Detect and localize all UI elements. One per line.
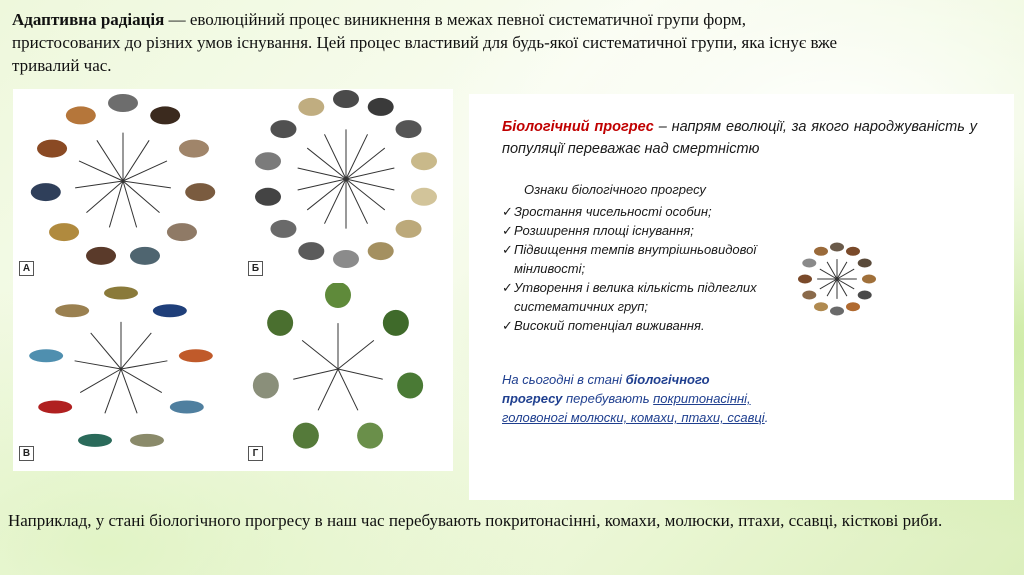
intro-paragraph [12, 8, 842, 77]
intro-definition: — еволюційний процес виникнення в межах певної систематичної групи форм, пристосованих до різних умов існування. Цей процес властивий для будь-якої систематичної групи, яка існує вже тривалий час. [12, 10, 838, 75]
radiation-line [302, 340, 338, 369]
walrus-icon [802, 259, 816, 268]
elephant-icon [108, 94, 138, 112]
sign-text: Зростання чисельності особин; [514, 204, 712, 219]
cichlid-9-icon [55, 304, 89, 317]
horse-icon [37, 140, 67, 158]
finch-3-icon [396, 120, 422, 138]
whale-icon [31, 183, 61, 201]
cichlid-1-icon [104, 287, 138, 300]
check-icon: ✓ [502, 204, 513, 219]
quadrant-finches [238, 89, 458, 280]
plant-1-icon [325, 283, 351, 308]
plant-3-icon [397, 372, 423, 398]
today-mid: перебувають [562, 391, 654, 406]
radiation-line [324, 134, 346, 179]
radiation-line [91, 333, 121, 369]
hedgehog-icon [185, 183, 215, 201]
mole-icon [858, 291, 872, 300]
today-bold: біологічного прогресу [502, 372, 710, 406]
deer-icon [66, 106, 96, 124]
plant-7-icon [267, 310, 293, 336]
camel-icon [814, 302, 828, 311]
sign-text: Утворення і велика кількість підлеглих систематичних груп; [514, 280, 757, 314]
radiation-line [123, 181, 137, 227]
finch-2-icon [368, 98, 394, 116]
cichlid-7-icon [38, 401, 72, 414]
mouse-icon [167, 223, 197, 241]
radiation-line [293, 369, 338, 379]
cichlid-2-icon [153, 304, 187, 317]
example-paragraph: Наприклад, у стані біологічного прогресу в наш час перебувають покритонасінні, комахи, молюски, птахи, ссавці, кісткові риби. [8, 511, 943, 530]
radiation-line [346, 134, 368, 179]
radiation-line [324, 179, 346, 224]
radiation-line [80, 369, 121, 393]
kangaroo-icon [862, 275, 876, 284]
finch-5-icon [411, 188, 437, 206]
sloth-icon [802, 291, 816, 300]
cichlid-8-icon [29, 349, 63, 362]
pangolin-icon [858, 259, 872, 268]
sign-item [502, 221, 762, 240]
quadrant-label-b: Б [248, 261, 263, 276]
anteater-icon [830, 307, 844, 316]
today-end: . [764, 410, 769, 425]
quadrant-fishes [13, 283, 233, 474]
quadrant-plants [238, 283, 458, 474]
finch-7-icon [368, 242, 394, 260]
radiation-line [121, 333, 151, 369]
cichlid-3-icon [179, 349, 213, 362]
lemur-icon [814, 247, 828, 256]
progress-signs-list [502, 180, 762, 335]
quadrant-label-d: Г [248, 446, 263, 461]
bear-icon [798, 275, 812, 284]
radiation-line [121, 369, 162, 393]
finches-radiation-svg [238, 89, 453, 280]
finch-4-icon [411, 152, 437, 170]
fox-icon [846, 302, 860, 311]
sign-item [502, 278, 762, 316]
progress-term: Біологічний прогрес [502, 119, 654, 135]
chimpanzee-icon [150, 106, 180, 124]
radiation-line [105, 369, 121, 413]
plant-2-icon [383, 310, 409, 336]
finch-13-icon [270, 120, 296, 138]
jaguar-icon [49, 223, 79, 241]
progress-definition [502, 116, 977, 160]
quadrant-label-a: А [19, 261, 34, 276]
radiation-line [346, 179, 368, 224]
radiation-line [338, 369, 383, 379]
mini-radiation-diagram [782, 239, 892, 324]
finch-14-icon [298, 98, 324, 116]
bat-icon [86, 247, 116, 265]
check-icon: ✓ [502, 223, 513, 238]
cichlid-6-icon [78, 434, 112, 447]
check-icon: ✓ [502, 280, 513, 295]
today-groups: покритонасінні, головоногі молюски, комахи, птахи, ссавці [502, 391, 765, 425]
radiation-line [338, 369, 358, 410]
finch-6-icon [396, 220, 422, 238]
intro-term: Адаптивна радіація [12, 10, 165, 29]
radiation-line [75, 361, 121, 369]
radiation-line [121, 369, 137, 413]
check-icon: ✓ [502, 242, 513, 257]
today-start: На сьогодні в стані [502, 372, 626, 387]
finch-11-icon [255, 188, 281, 206]
cichlid-5-icon [130, 434, 164, 447]
fishes-radiation-svg [13, 283, 233, 471]
finch-8-icon [333, 250, 359, 268]
plant-6-icon [253, 372, 279, 398]
radiation-line [109, 181, 123, 227]
signs-heading: Ознаки біологічного прогресу [524, 182, 706, 197]
rabbit-icon [179, 140, 209, 158]
plants-radiation-svg [238, 283, 453, 471]
progress-today-note [502, 370, 772, 427]
quadrant-mammals [13, 89, 233, 280]
sign-text: Підвищення темпів внутрішньовидової мінливості; [514, 242, 757, 276]
sign-text: Розширення площі існування; [514, 223, 694, 238]
finch-9-icon [298, 242, 324, 260]
sign-item [502, 240, 762, 278]
progress-definition-text: – напрям еволюції, за якого народжуваність у популяції переважає над смертністю [502, 119, 977, 157]
radiation-line [338, 340, 374, 369]
finch-12-icon [255, 152, 281, 170]
bat-icon [830, 243, 844, 252]
mammals-radiation-svg [13, 89, 233, 280]
finch-1-icon [333, 90, 359, 108]
biological-progress-slide [469, 94, 1014, 500]
plant-5-icon [293, 423, 319, 449]
sign-item [502, 316, 762, 335]
seal-icon [130, 247, 160, 265]
sign-item [502, 202, 762, 221]
sign-text: Високий потенціал виживання. [514, 318, 705, 333]
plant-4-icon [357, 423, 383, 449]
check-icon: ✓ [502, 318, 513, 333]
radiation-line [318, 369, 338, 410]
finch-10-icon [270, 220, 296, 238]
radiation-line [121, 361, 167, 369]
boar-icon [846, 247, 860, 256]
quadrant-label-c: В [19, 446, 34, 461]
cichlid-4-icon [170, 401, 204, 414]
adaptive-radiation-figure [13, 89, 453, 471]
